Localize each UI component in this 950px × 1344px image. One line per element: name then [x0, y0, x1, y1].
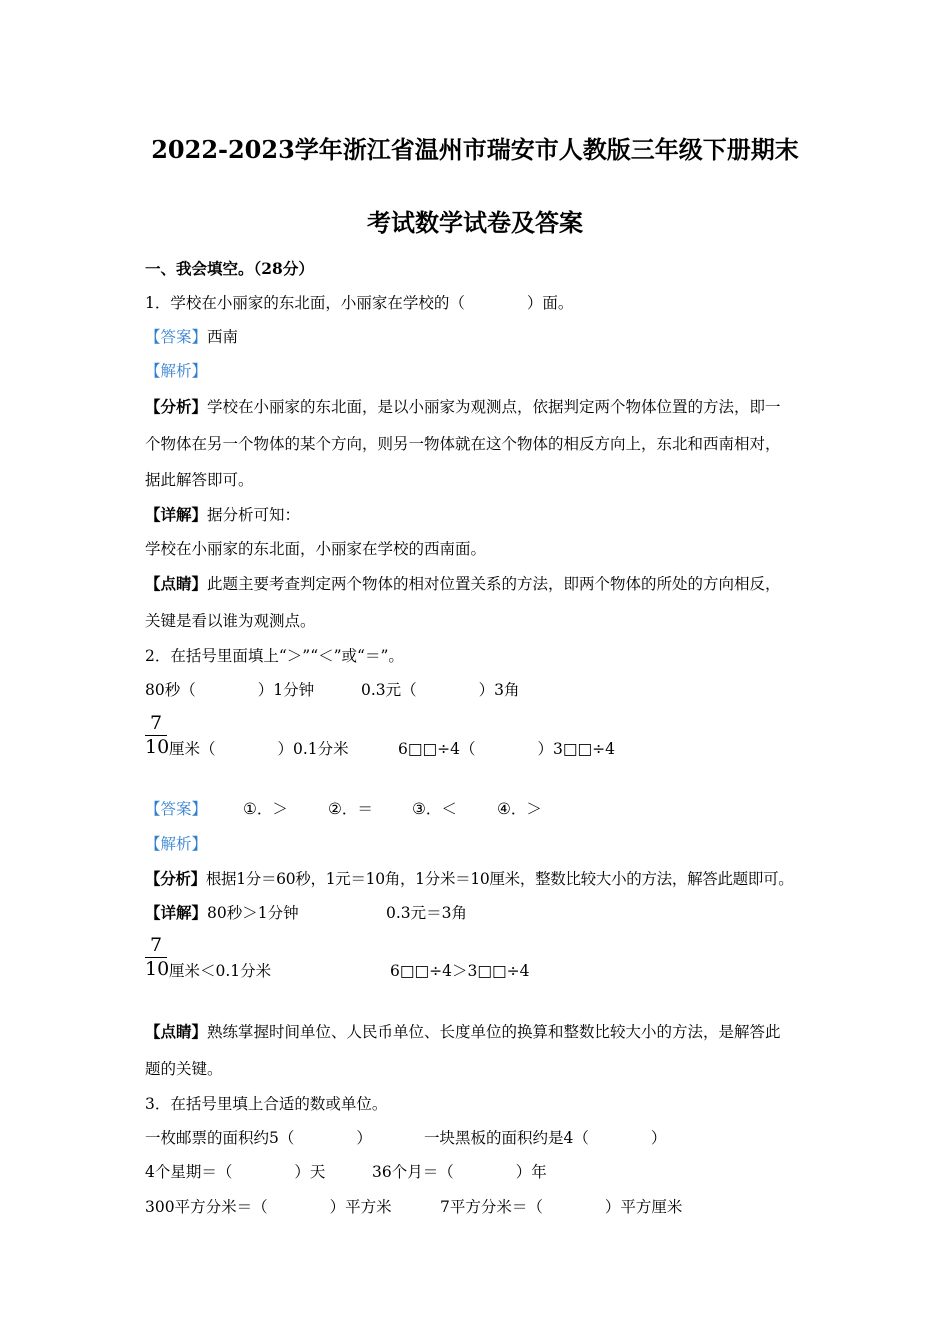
q1-fenxi-l3: 据此解答即可。: [145, 471, 254, 489]
xiangjie-tag: 【详解】: [145, 903, 208, 922]
frac-den: 10: [145, 958, 170, 980]
answer-tag: 【答案】: [145, 328, 208, 346]
q3-question: 3．在括号里填上合适的数或单位。: [145, 1095, 388, 1113]
xj1: 80秒＞1分钟: [207, 904, 299, 922]
q1-answer: 西南: [207, 328, 239, 346]
dianjing-tag: 【点睛】: [145, 574, 208, 593]
q3-r3a: 300平方分米＝（ ）平方米: [145, 1198, 392, 1216]
section-heading: 一、我会填空。（28分）: [145, 259, 314, 278]
fraction-7-10: [145, 934, 170, 980]
dianjing-text: 此题主要考查判定两个物体的相对位置关系的方法，即两个物体的所处的方向相反，: [207, 575, 781, 593]
q1-fenxi-l2: 个物体在另一个物体的某个方向，则另一物体就在这个物体的相反方向上，东北和西南相对，: [145, 435, 781, 453]
q1-xiangjie-l2: 学校在小丽家的东北面，小丽家在学校的西南面。: [145, 540, 487, 558]
q2-question: 2．在括号里面填上“＞”“＜”或“＝”。: [145, 647, 404, 665]
q2-dianjing-l2: 题的关键。: [145, 1060, 223, 1078]
q2-ans4: ④．＞: [497, 800, 542, 818]
doc-title-line2: 考试数学试卷及答案: [367, 208, 583, 237]
doc-title-line1: 2022-2023学年浙江省温州市瑞安市人教版三年级下册期末: [151, 135, 799, 164]
q2-ans3: ③．＜: [412, 800, 457, 818]
dianjing-text: 熟练掌握时间单位、人民币单位、长度单位的换算和整数比较大小的方法，是解答此: [207, 1023, 781, 1041]
q2-row2-a: 厘米（ ）0.1分米: [169, 740, 349, 758]
q1-analysis-tag: 【解析】: [145, 362, 208, 380]
q1-question: 1．学校在小丽家的东北面，小丽家在学校的（ ）面。: [145, 294, 574, 312]
fenxi-text: 根据1分＝60秒，1元＝10角，1分米＝10厘米，整数比较大小的方法，解答此题即可。: [205, 870, 794, 888]
q1-dianjing-l1: [145, 574, 781, 594]
q3-r2b: 36个月＝（ ）年: [372, 1163, 547, 1181]
dianjing-tag: 【点睛】: [145, 1022, 208, 1041]
q1-dianjing-l2: 关键是看以谁为观测点。: [145, 612, 316, 630]
frac-den: 10: [145, 736, 170, 758]
q2-answer-line: [145, 799, 207, 819]
q3-r3b: 7平方分米＝（ ）平方厘米: [440, 1198, 683, 1216]
q2-analysis-tag: 【解析】: [145, 835, 208, 853]
answer-tag: 【答案】: [145, 800, 208, 818]
q2-row2-b: 6□□÷4（ ）3□□÷4: [398, 740, 616, 758]
fraction-7-10: [145, 712, 170, 758]
q3-r2a: 4个星期＝（ ）天: [145, 1163, 326, 1181]
frac-num: 7: [149, 934, 163, 956]
fenxi-tag: 【分析】: [145, 869, 206, 888]
q2-ans2: ②．＝: [328, 800, 373, 818]
q2-xj3: 厘米＜0.1分米: [169, 962, 272, 980]
xiangjie-tag: 【详解】: [145, 505, 208, 524]
q2-xj4: 6□□÷4＞3□□÷4: [390, 962, 530, 980]
xiangjie-text: 据分析可知：: [207, 506, 301, 524]
frac-num: 7: [149, 712, 163, 734]
q2-row1-b: 0.3元（ ）3角: [361, 681, 520, 699]
q3-r1a: 一枚邮票的面积约5（ ）: [145, 1129, 372, 1147]
q1-xiangjie: [145, 505, 300, 525]
q2-xiangjie: [145, 903, 299, 923]
fenxi-text: 学校在小丽家的东北面，是以小丽家为观测点，依据判定两个物体位置的方法，即一: [207, 398, 781, 416]
q2-row1-a: 80秒（ ）1分钟: [145, 681, 315, 699]
q1-fenxi-l1: [145, 397, 781, 417]
q3-r1b: 一块黑板的面积约是4（ ）: [424, 1129, 667, 1147]
q2-xj2: 0.3元＝3角: [386, 904, 468, 922]
q2-fenxi: [145, 869, 793, 889]
fenxi-tag: 【分析】: [145, 397, 208, 416]
q2-ans1: ①．＞: [243, 800, 288, 818]
q2-dianjing-l1: [145, 1022, 781, 1042]
q1-answer-line: [145, 327, 238, 347]
